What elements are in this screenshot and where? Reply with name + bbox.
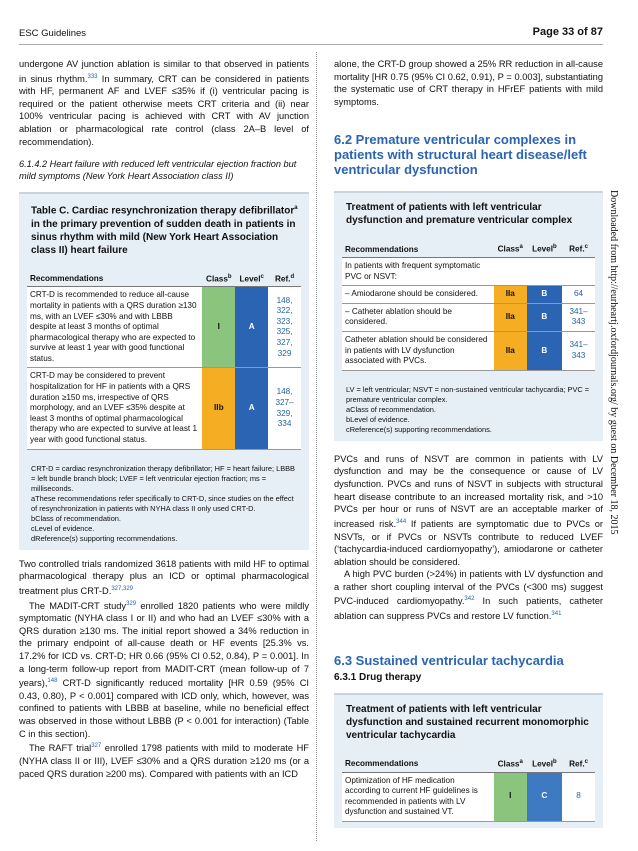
table-row (27, 368, 301, 449)
col-header-class: Class$^b$ (202, 271, 235, 287)
column-divider (316, 52, 317, 841)
download-watermark: Downloaded from http://eurheartj.oxfordjournals.org/ by guest on December 18, 2015 (608, 190, 619, 535)
pvc-treatment-box (334, 191, 603, 440)
table-row (342, 286, 595, 304)
class-cell: IIb (202, 368, 235, 449)
running-header-left: ESC Guidelines (19, 28, 87, 39)
level-cell: B (527, 332, 562, 371)
level-cell: A (235, 287, 268, 368)
refs-cell[interactable]: 341– 343 (562, 303, 595, 331)
vt-box-title: Treatment of patients with left ventricular dysfunction and sustained recurrent monomorphic ventricular tachycardia (346, 703, 589, 741)
page-number: Page 33 of 87 (532, 26, 603, 38)
col-header-ref: Ref.$^d$ (268, 271, 301, 287)
vt-table (342, 756, 595, 822)
citation[interactable]: 333 (87, 73, 98, 80)
group-label: In patients with frequent symptomatic PVC or NSVT: (342, 258, 494, 286)
refs-cell[interactable]: 341– 343 (562, 332, 595, 371)
left-para-2: Two controlled trials randomized 3618 patients with mild HF to optimal pharmacological therapy plus an ICD or optimal pharmacological treatment plus CRT-D.$^{327,329}$ (19, 558, 309, 596)
col-header-level: Level$^b$ (527, 756, 562, 772)
class-cell: IIa (494, 332, 527, 371)
pvc-box-notes: LV = left ventricular; NSVT = non-sustained ventricular tachycardia; PVC = premature ventricular complex. aClass of recommendation. bLevel of evidence. cReference(s) supporting recommendations. (346, 384, 590, 434)
class-cell: I (494, 772, 527, 821)
table-row (342, 332, 595, 371)
right-para-3: A high PVC burden (>24%) in patients with LV dysfunction and a rather short coupling interval of the PVCs (<300 ms) suggest PVC-induced cardiomyopathy.$^{342}$ In such patients, catheter ablation can suppress PVCs and restore LV function.$^{341}$ (334, 569, 603, 622)
section-heading-6-3: 6.3 Sustained ventricular tachycardia (334, 652, 564, 668)
recommendation-text: – Amiodarone should be considered. (342, 286, 494, 304)
level-cell: B (527, 286, 562, 304)
citation[interactable]: 341 (551, 611, 562, 618)
table-row (342, 772, 595, 821)
refs-cell[interactable]: 148, 322, 323, 325, 327, 329 (268, 287, 301, 368)
subsection-heading-6-1-4-2: 6.1.4.2 Heart failure with reduced left ventricular ejection fraction but mild symptoms (New York Heart Association class II) (19, 159, 297, 182)
refs-cell[interactable]: 148, 327– 329, 334 (268, 368, 301, 449)
table-group-row (342, 258, 595, 286)
citation[interactable]: 329 (126, 600, 137, 607)
table-c-box (19, 192, 309, 549)
col-header-recommendations: Recommendations (27, 271, 202, 287)
class-cell: I (202, 287, 235, 368)
left-para-4: The RAFT trial$^{327}$ enrolled 1798 patients with mild to moderate HF (NYHA class II or III), LVEF ≤30% and a QRS duration ≥120 ms (or a paced QRS duration ≥200 ms). Compared with patients with an ICD (19, 743, 309, 779)
col-header-level: Level$^c$ (235, 271, 268, 287)
citation[interactable]: 327,329 (111, 585, 134, 592)
col-header-ref: Ref.$^c$ (562, 241, 595, 257)
right-column (334, 58, 603, 828)
right-para-2: PVCs and runs of NSVT are common in patients with LV dysfunction and may be the consequence or cause of LV dysfunction. PVCs and runs of NSVT in subjects with structural heart disease contribute to an increased mortality risk, and >10 PVCs per hour or runs of NSVT are an acceptable marker of increased risk.$^{344}$ If patients are symptomatic due to PVCs or NSVTs, or if PVCs or NSVTs contribute to reduced LVEF (‘tachycardia-induced cardiomyopathy’), amiodarone or catheter ablation should be considered. (334, 453, 603, 567)
class-cell: IIa (494, 303, 527, 331)
pvc-table (342, 241, 595, 370)
table-row (27, 287, 301, 368)
level-cell: C (527, 772, 562, 821)
recommendation-text: Catheter ablation should be considered in patients with LV dysfunction associated with PVCs. (342, 332, 494, 371)
citation[interactable]: 327 (91, 743, 102, 750)
recommendation-text: CRT-D may be considered to prevent hospitalization for HF in patients with a QRS duration ≥150 ms, irrespective of QRS morphology, and an LVEF ≤35% despite at least 3 months of optimal pharmacological therapy who are expected to survive at least 1 year with good functional status. (27, 368, 202, 449)
left-column (19, 58, 309, 780)
col-header-level: Level$^b$ (527, 241, 562, 257)
section-heading-6-2: 6.2 Premature ventricular complexes in patients with structural heart disease/left ventricular dysfunction (334, 132, 587, 178)
col-header-ref: Ref.$^c$ (562, 756, 595, 772)
right-para-1: alone, the CRT-D group showed a 25% RR reduction in all-cause mortality [HR 0.75 (95% CI 0.62, 0.91), P = 0.003], substantiating the systematic use of CRT therapy in HFrEF patients with mild symptoms. (334, 59, 603, 107)
level-cell: B (527, 303, 562, 331)
col-header-class: Class$^a$ (494, 241, 527, 257)
refs-cell[interactable]: 64 (562, 286, 595, 304)
col-header-recommendations: Recommendations (342, 241, 494, 257)
col-header-recommendations: Recommendations (342, 756, 494, 772)
citation[interactable]: 344 (396, 518, 407, 525)
col-header-class: Class$^a$ (494, 756, 527, 772)
left-para-3: The MADIT-CRT study$^{329}$ enrolled 1820 patients who were mildly symptomatic (NYHA class I or II) and who had an LVEF ≤30% with a QRS duration ≥130 ms. The initial report showed a 34% reduction in the primary endpoint of all-cause death or HF events [25.3% vs. 17.2% for ICD vs. CRT-D; HR 0.66 (95% CI 0.52, 0.84), P = 0.001]. In a long-term follow-up report from MADIT-CRT (mean follow-up of 7 years),$^{148}$ CRT-D significantly reduced mortality [HR 0.59 (95% CI 0.43, 0.80), P < 0.001] compared with ICD only, which, however, was confined to patients with LBBB at baseline, while no beneficial effect was observed in those without LBBB (P < 0.001 for interaction) (Table C in this section). (19, 600, 309, 739)
table-row (342, 303, 595, 331)
left-para-1: undergone AV junction ablation is similar to that observed in patients in sinus rhythm.$^{333}$ In summary, CRT can be considered in patients with HF, permanent AF and LVEF ≤35% if (i) ventricular pacing is required or the patient otherwise meets CRT criteria and (ii) near 100% ventricular pacing is achieved with CRT with AV junction ablation or pharmacological rate control (class 2A–B level of recommendation). (19, 59, 309, 147)
recommendation-text: – Catheter ablation should be considered. (342, 303, 494, 331)
citation[interactable]: 148 (47, 678, 58, 685)
refs-cell[interactable]: 8 (562, 772, 595, 821)
vt-treatment-box (334, 693, 603, 828)
class-cell: IIa (494, 286, 527, 304)
level-cell: A (235, 368, 268, 449)
table-c-notes: CRT-D = cardiac resynchronization therapy defibrillator; HF = heart failure; LBBB = left bundle branch block; LVEF = left ventricular ejection fraction; ms = milliseconds. aThese recommendations refer specifically to CRT-D, since studies on the effect of resynchronization in patients with NYHA class II only used CRT-D. bClass of recommendation. cLevel of evidence. dReference(s) supporting recommendations. (31, 463, 295, 543)
citation[interactable]: 342 (464, 596, 475, 603)
recommendation-text: CRT-D is recommended to reduce all-cause mortality in patients with a QRS duration ≥130 ms, with an LVEF ≤30% and with LBBB despite at least 3 months of optimal pharmacological therapy who are expected to survive at least 1 year with good functional status. (27, 287, 202, 368)
subsection-heading-6-3-1: 6.3.1 Drug therapy (334, 671, 422, 683)
pvc-box-title: Treatment of patients with left ventricular dysfunction and premature ventricular complex (346, 202, 573, 227)
recommendation-text: Optimization of HF medication according to current HF guidelines is recommended in patients with LV dysfunction and sustained VT. (342, 772, 494, 821)
table-c (27, 271, 301, 450)
header-rule (19, 44, 603, 45)
table-c-title: Table C. Cardiac resynchronization therapy defibrillator$^a$ in the primary prevention of sudden death in patients in sinus rhythm with mild (New York Heart Association class II) heart failure (31, 205, 298, 256)
